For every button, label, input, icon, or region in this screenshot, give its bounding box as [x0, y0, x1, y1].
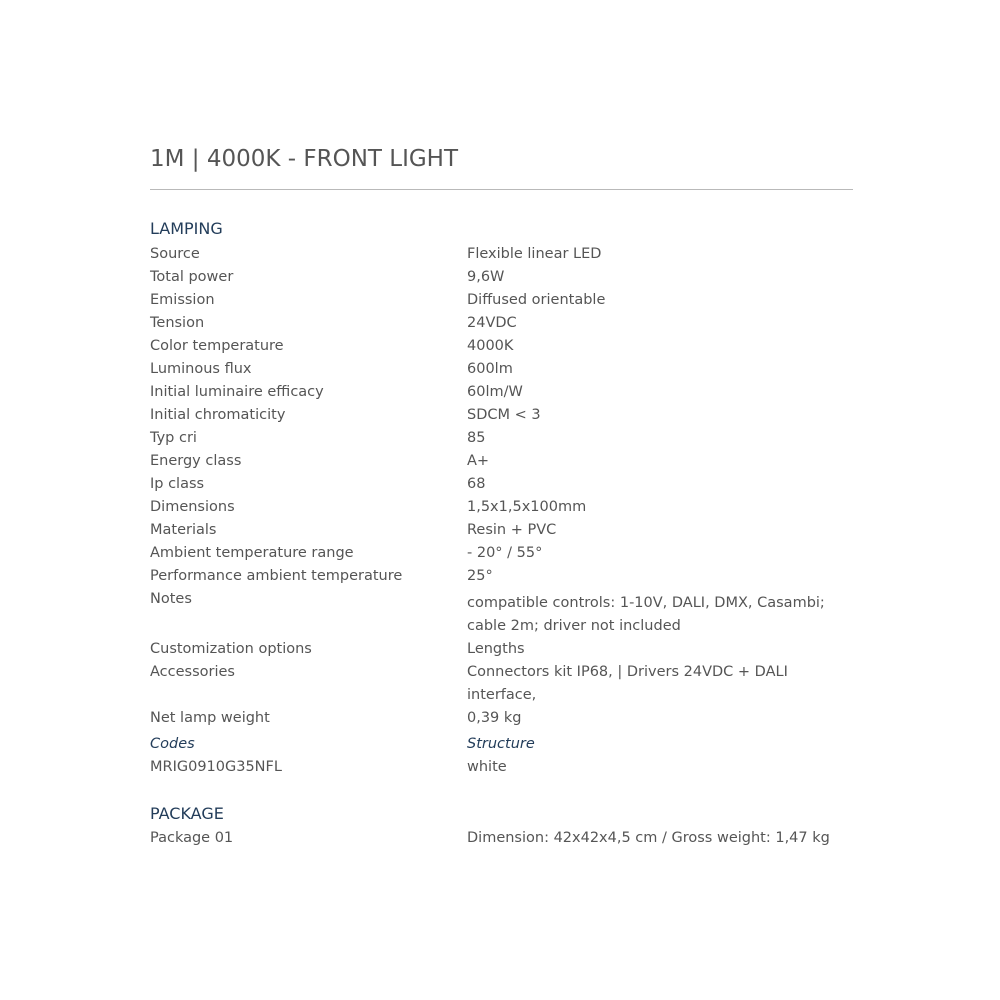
- spec-value: 60lm/W: [467, 384, 523, 400]
- structure-value: white: [467, 759, 507, 775]
- spec-label: Source: [150, 246, 200, 262]
- spec-row-color-temperature: [150, 335, 850, 358]
- spec-label: Performance ambient temperature: [150, 568, 403, 584]
- spec-label: Initial chromaticity: [150, 407, 286, 423]
- package-block: [150, 827, 850, 850]
- spec-value: SDCM < 3: [467, 407, 541, 423]
- spec-row-ip-class: [150, 473, 850, 496]
- page-title: 1M | 4000K - FRONT LIGHT: [150, 146, 459, 172]
- spec-row-typ-cri: [150, 427, 850, 450]
- spec-value: Resin + PVC: [467, 522, 557, 538]
- title-divider: [150, 189, 853, 190]
- spec-value: 68: [467, 476, 486, 492]
- spec-row-customization-options: [150, 638, 850, 661]
- spec-row-accessories: [150, 661, 850, 707]
- spec-label: Tension: [150, 315, 205, 331]
- spec-value: compatible controls: 1-10V, DALI, DMX, Casambi; cable 2m; driver not included: [467, 595, 825, 634]
- spec-value: Lengths: [467, 641, 525, 657]
- spec-label: Emission: [150, 292, 215, 308]
- spec-row-notes: [150, 588, 850, 638]
- spec-label: Total power: [150, 269, 234, 285]
- spec-row-chromaticity: [150, 404, 850, 427]
- spec-row-luminaire-efficacy: [150, 381, 850, 404]
- spec-row-energy-class: [150, 450, 850, 473]
- spec-row-luminous-flux: [150, 358, 850, 381]
- spec-label: Notes: [150, 591, 192, 607]
- spec-row-dimensions: [150, 496, 850, 519]
- spec-value: 4000K: [467, 338, 514, 354]
- lamping-heading: LAMPING: [150, 219, 223, 238]
- codes-structure-block: [150, 733, 850, 779]
- package-value: Dimension: 42x42x4,5 cm / Gross weight: 1,47 kg: [467, 830, 830, 846]
- spec-label: Typ cri: [150, 430, 197, 446]
- spec-label: Dimensions: [150, 499, 235, 515]
- package-heading: PACKAGE: [150, 804, 224, 823]
- spec-label: Initial luminaire efficacy: [150, 384, 324, 400]
- spec-row-ambient-temperature-range: [150, 542, 850, 565]
- spec-value: A+: [467, 453, 490, 469]
- spec-value: Flexible linear LED: [467, 246, 602, 262]
- spec-value: 24VDC: [467, 315, 517, 331]
- spec-label: Customization options: [150, 641, 312, 657]
- spec-row-total-power: [150, 266, 850, 289]
- spec-label: Net lamp weight: [150, 710, 270, 726]
- spec-label: Accessories: [150, 664, 235, 680]
- spec-value: 600lm: [467, 361, 513, 377]
- structure-column: [467, 733, 847, 779]
- spec-row-emission: [150, 289, 850, 312]
- spec-value: - 20° / 55°: [467, 545, 543, 561]
- spec-label: Ambient temperature range: [150, 545, 354, 561]
- spec-label: Ip class: [150, 476, 205, 492]
- lamping-spec-list: [150, 243, 850, 730]
- spec-label: Luminous flux: [150, 361, 252, 377]
- spec-value: 1,5x1,5x100mm: [467, 499, 587, 515]
- spec-label: Materials: [150, 522, 217, 538]
- spec-label: Energy class: [150, 453, 242, 469]
- spec-value: 0,39 kg: [467, 710, 522, 726]
- spec-value: 85: [467, 430, 486, 446]
- codes-column: [150, 733, 467, 779]
- spec-row-performance-ambient-temperature: [150, 565, 850, 588]
- structure-heading: Structure: [467, 736, 535, 752]
- spec-value: 25°: [467, 568, 493, 584]
- spec-row-source: [150, 243, 850, 266]
- spec-label: Color temperature: [150, 338, 284, 354]
- spec-value: Connectors kit IP68, | Drivers 24VDC + DALI interface,: [467, 664, 788, 703]
- spec-value: 9,6W: [467, 269, 505, 285]
- codes-value: MRIG0910G35NFL: [150, 759, 282, 775]
- spec-row-tension: [150, 312, 850, 335]
- codes-heading: Codes: [150, 736, 195, 752]
- spec-row-materials: [150, 519, 850, 542]
- package-label: Package 01: [150, 830, 234, 846]
- spec-value: Diffused orientable: [467, 292, 606, 308]
- spec-row-net-lamp-weight: [150, 707, 850, 730]
